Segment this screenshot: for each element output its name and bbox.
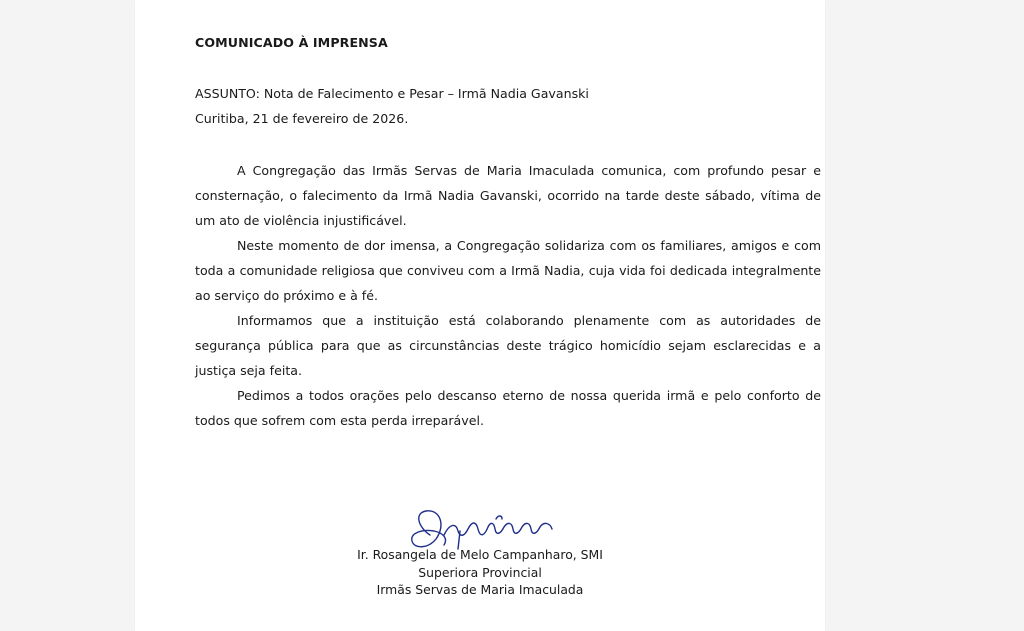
date-line: Curitiba, 21 de fevereiro de 2026. <box>195 111 409 126</box>
paragraph-solidarity: Neste momento de dor imensa, a Congregação solidariza com os familiares, amigos e com toda a comunidade religiosa que conviveu com a Irmã Nadia, cuja vida foi dedicada integralmente ao serviço do próximo e à fé. <box>195 238 821 303</box>
document-body <box>195 158 821 433</box>
document-heading: COMUNICADO À IMPRENSA <box>195 35 388 50</box>
paragraph-investigation: Informamos que a instituição está colaborando plenamente com as autoridades de segurança pública para que as circunstâncias deste trágico homicídio sejam esclarecidas e a justiça seja feita. <box>195 313 821 378</box>
subject-line: ASSUNTO: Nota de Falecimento e Pesar – Irmã Nadia Gavanski <box>195 86 589 101</box>
signatory-organization: Irmãs Servas de Maria Imaculada <box>376 582 584 597</box>
signatory-role: Superiora Provincial <box>418 565 542 580</box>
signatory-name: Ir. Rosangela de Melo Campanharo, SMI <box>357 547 603 562</box>
paragraph-announcement: A Congregação das Irmãs Servas de Maria Imaculada comunica, com profundo pesar e consternação, o falecimento da Irmã Nadia Gavanski, ocorrido na tarde deste sábado, vítima de um ato de violência injustificável. <box>195 163 821 228</box>
signature-block <box>335 505 625 605</box>
document-page <box>135 0 825 631</box>
paragraph-prayers: Pedimos a todos orações pelo descanso eterno de nossa querida irmã e pelo conforto de todos que sofrem com esta perda irreparável. <box>195 388 821 428</box>
